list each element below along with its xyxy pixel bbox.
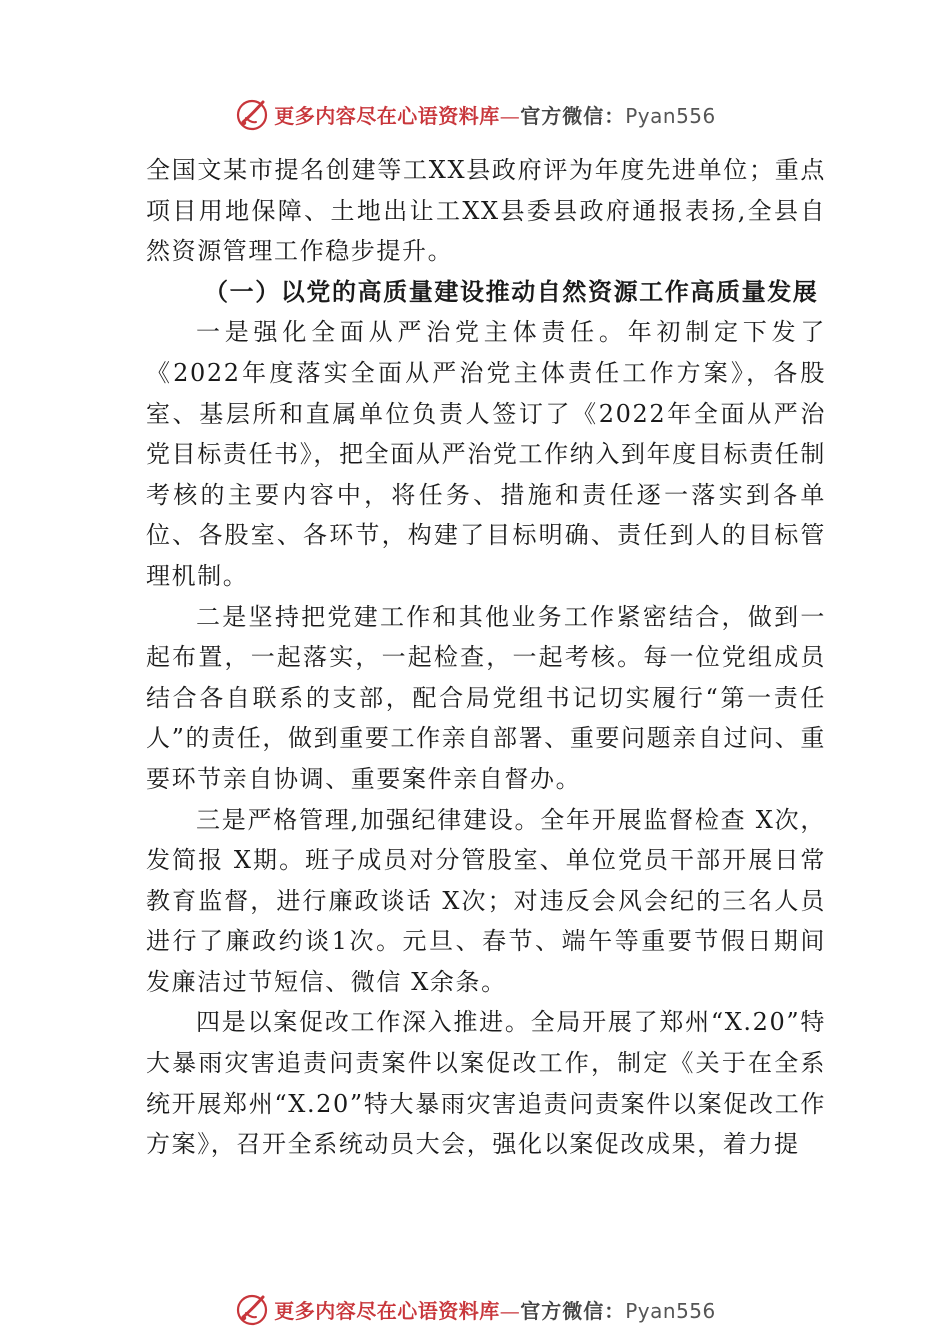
paragraph-item-2: 二是坚持把党建工作和其他业务工作紧密结合，做到一起布置，一起落实，一起检查，一起考核。每一位党组成员结合各自联系的支部，配合局党组书记切实履行“第一责任人”的责任，做到重要工作亲自部署、重要问题亲自过问、重要环节亲自协调、重要案件亲自督办。 — [146, 602, 826, 793]
paragraph-item-4: 四是以案促改工作深入推进。全局开展了郑州“X.20”特大暴雨灾害追责问责案件以案促改工作，制定《关于在全系统开展郑州“X.20”特大暴雨灾害追责问责案件以案促改工作方案》，召开全系统动员大会，强化以案促改成果，着力提 — [146, 1008, 826, 1159]
banner-wechat-id: Pyan556 — [625, 103, 716, 128]
brush-logo-icon — [234, 1291, 270, 1327]
banner-dash: — — [499, 1298, 521, 1323]
paragraph-item-1: 一是强化全面从严治党主体责任。年初制定下发了《2022年度落实全面从严治党主体责任工作方案》，各股室、基层所和直属单位负责人签订了《2022年全面从严治党目标责任书》，把全面从严治党工作纳入到年度目标责任制考核的主要内容中，将任务、措施和责任逐一落实到各单位、各股室、各环节，构建了目标明确、责任到人的目标管理机制。 — [146, 318, 826, 590]
paragraph-item-3: 三是严格管理,加强纪律建设。全年开展监督检查 X次，发简报 X期。班子成员对分管股室、单位党员干部开展日常教育监督，进行廉政谈话 X次；对违反会风会纪的三名人员进行了廉政约谈1次。元旦、春节、端午等重要节假日期间发廉洁过节短信、微信 X余条。 — [146, 805, 826, 996]
paragraph-continued: 全国文某市提名创建等工XX县政府评为年度先进单位；重点项目用地保障、土地出让工XX县委县政府通报表扬,全县自然资源管理工作稳步提升。 — [146, 156, 826, 266]
brush-logo-icon — [234, 96, 270, 132]
document-body — [146, 150, 826, 1165]
banner-text — [274, 100, 716, 129]
header-banner — [0, 94, 950, 134]
section-heading: （一）以党的高质量建设推动自然资源工作高质量发展 — [204, 276, 819, 306]
banner-dash: — — [499, 103, 521, 128]
footer-banner — [0, 1289, 950, 1329]
banner-main-text: 更多内容尽在心语资料库 — [274, 1298, 500, 1323]
banner-sub-text: 官方微信： — [520, 1298, 626, 1323]
banner-wechat-id: Pyan556 — [625, 1298, 716, 1323]
banner-text — [274, 1295, 716, 1324]
banner-main-text: 更多内容尽在心语资料库 — [274, 103, 500, 128]
banner-sub-text: 官方微信： — [520, 103, 626, 128]
